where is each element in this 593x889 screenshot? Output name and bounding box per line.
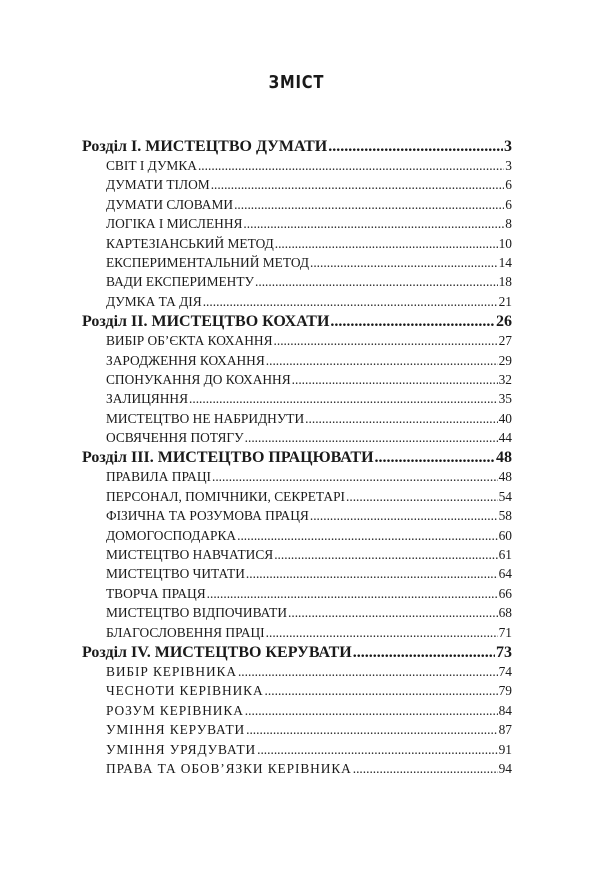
toc-section-entry bbox=[82, 761, 512, 780]
chapter-page-number: 73 bbox=[496, 643, 512, 661]
toc-chapter-entry bbox=[82, 313, 512, 333]
section-page-number: 87 bbox=[498, 722, 512, 738]
section-title: ОСВЯЧЕННЯ ПОТЯГУ bbox=[106, 430, 244, 446]
toc-section-entry bbox=[82, 683, 512, 702]
dot-leader bbox=[207, 586, 498, 602]
section-page-number: 94 bbox=[498, 760, 512, 776]
section-title: МИСТЕЦТВО НАВЧАТИСЯ bbox=[106, 547, 274, 563]
section-title: ЗАРОДЖЕННЯ КОХАННЯ bbox=[106, 352, 265, 368]
toc-chapter-entry bbox=[82, 138, 512, 158]
section-title: ФІЗИЧНА ТА РОЗУМОВА ПРАЦЯ bbox=[106, 508, 309, 524]
toc-section-entry bbox=[82, 528, 512, 547]
dot-leader bbox=[203, 294, 498, 310]
dot-leader bbox=[275, 236, 498, 252]
page-title: ЗМІСТ bbox=[268, 72, 325, 93]
dot-leader bbox=[212, 469, 498, 485]
section-title: СВІТ І ДУМКА bbox=[106, 158, 197, 173]
dot-leader bbox=[288, 605, 498, 621]
dot-leader bbox=[246, 566, 498, 582]
toc-section-entry bbox=[82, 625, 512, 644]
section-page-number: 14 bbox=[498, 254, 512, 270]
section-page-number: 48 bbox=[498, 469, 512, 485]
toc-section-entry bbox=[82, 158, 512, 177]
dot-leader bbox=[245, 703, 498, 719]
chapter-title: Розділ IV. МИСТЕЦТВО КЕРУВАТИ bbox=[82, 643, 352, 661]
toc-section-entry bbox=[82, 391, 512, 410]
section-title: ДУМАТИ ТІЛОМ bbox=[106, 177, 210, 193]
section-page-number: 64 bbox=[498, 566, 512, 582]
dot-leader bbox=[246, 722, 498, 738]
table-of-contents bbox=[82, 138, 512, 780]
section-page-number: 29 bbox=[498, 352, 512, 368]
chapter-page-number: 48 bbox=[496, 449, 512, 467]
section-page-number: 10 bbox=[498, 235, 512, 251]
section-page-number: 71 bbox=[498, 624, 512, 640]
section-page-number: 60 bbox=[498, 527, 512, 543]
dot-leader bbox=[353, 761, 498, 777]
toc-section-entry bbox=[82, 353, 512, 372]
toc-chapter-entry bbox=[82, 449, 512, 469]
section-page-number: 84 bbox=[498, 702, 512, 718]
section-page-number: 6 bbox=[505, 196, 512, 212]
dot-leader bbox=[310, 508, 498, 524]
toc-section-entry bbox=[82, 508, 512, 527]
section-title: ВИБІР КЕРІВНИКА bbox=[106, 663, 237, 679]
chapter-page-number: 3 bbox=[504, 138, 512, 155]
section-page-number: 35 bbox=[498, 391, 512, 407]
section-title: ЛОГІКА І МИСЛЕННЯ bbox=[106, 216, 243, 232]
toc-section-entry bbox=[82, 372, 512, 391]
section-title: УМІННЯ КЕРУВАТИ bbox=[106, 722, 246, 738]
section-title: ДУМАТИ СЛОВАМИ bbox=[106, 196, 234, 212]
dot-leader bbox=[234, 197, 504, 213]
section-page-number: 68 bbox=[498, 605, 512, 621]
dot-leader bbox=[211, 177, 505, 193]
section-page-number: 44 bbox=[498, 430, 512, 446]
dot-leader bbox=[255, 274, 498, 290]
toc-chapter-entry bbox=[82, 644, 512, 664]
dot-leader bbox=[265, 683, 498, 699]
section-title: ПРАВА ТА ОБОВ’ЯЗКИ КЕРІВНИКА bbox=[106, 760, 352, 776]
dot-leader bbox=[243, 216, 504, 232]
dot-leader bbox=[353, 644, 495, 662]
section-title: ПРАВИЛА ПРАЦІ bbox=[106, 469, 211, 485]
chapter-title: Розділ ІІ. МИСТЕЦТВО КОХАТИ bbox=[82, 313, 330, 331]
dot-leader bbox=[189, 391, 498, 407]
dot-leader bbox=[274, 333, 498, 349]
dot-leader bbox=[375, 449, 495, 467]
toc-section-entry bbox=[82, 411, 512, 430]
chapter-page-number: 26 bbox=[496, 313, 512, 331]
dot-leader bbox=[245, 430, 498, 446]
toc-section-entry bbox=[82, 547, 512, 566]
section-title: ЧЕСНОТИ КЕРІВНИКА bbox=[106, 683, 264, 699]
toc-section-entry bbox=[82, 489, 512, 508]
toc-section-entry bbox=[82, 255, 512, 274]
toc-section-entry bbox=[82, 586, 512, 605]
section-title: МИСТЕЦТВО НЕ НАБРИДНУТИ bbox=[106, 410, 305, 426]
section-title: КАРТЕЗІАНСЬКИЙ МЕТОД bbox=[106, 235, 274, 251]
toc-section-entry bbox=[82, 197, 512, 216]
section-title: ДУМКА ТА ДІЯ bbox=[106, 293, 202, 309]
section-title: МИСТЕЦТВО ВІДПОЧИВАТИ bbox=[106, 605, 288, 621]
toc-section-entry bbox=[82, 274, 512, 293]
section-title: ПЕРСОНАЛ, ПОМІЧНИКИ, СЕКРЕТАРІ bbox=[106, 488, 345, 504]
dot-leader bbox=[237, 528, 498, 544]
toc-section-entry bbox=[82, 177, 512, 196]
dot-leader bbox=[330, 313, 495, 331]
section-page-number: 18 bbox=[498, 274, 512, 290]
toc-section-entry bbox=[82, 703, 512, 722]
section-title: УМІННЯ УРЯДУВАТИ bbox=[106, 741, 257, 757]
dot-leader bbox=[310, 255, 498, 271]
section-page-number: 66 bbox=[498, 585, 512, 601]
dot-leader bbox=[266, 625, 498, 641]
dot-leader bbox=[274, 547, 497, 563]
section-title: ВАДИ ЕКСПЕРИМЕНТУ bbox=[106, 274, 255, 290]
dot-leader bbox=[346, 489, 498, 505]
section-title: СПОНУКАННЯ ДО КОХАННЯ bbox=[106, 371, 291, 387]
section-page-number: 3 bbox=[505, 158, 512, 173]
toc-section-entry bbox=[82, 236, 512, 255]
section-page-number: 79 bbox=[498, 683, 512, 699]
dot-leader bbox=[292, 372, 498, 388]
toc-section-entry bbox=[82, 605, 512, 624]
dot-leader bbox=[305, 411, 497, 427]
toc-section-entry bbox=[82, 294, 512, 313]
toc-section-entry bbox=[82, 430, 512, 449]
section-page-number: 27 bbox=[498, 333, 512, 349]
section-title: БЛАГОСЛОВЕННЯ ПРАЦІ bbox=[106, 624, 265, 640]
section-title: ВИБІР ОБ’ЄКТА КОХАННЯ bbox=[106, 333, 273, 349]
section-page-number: 74 bbox=[498, 663, 512, 679]
toc-section-entry bbox=[82, 469, 512, 488]
section-page-number: 40 bbox=[498, 410, 512, 426]
section-title: МИСТЕЦТВО ЧИТАТИ bbox=[106, 566, 245, 582]
dot-leader bbox=[328, 138, 503, 156]
section-title: ЕКСПЕРИМЕНТАЛЬНИЙ МЕТОД bbox=[106, 254, 309, 270]
section-title: ТВОРЧА ПРАЦЯ bbox=[106, 585, 206, 601]
chapter-title: Розділ І. МИСТЕЦТВО ДУМАТИ bbox=[82, 138, 328, 155]
toc-section-entry bbox=[82, 722, 512, 741]
toc-section-entry bbox=[82, 566, 512, 585]
section-page-number: 32 bbox=[498, 371, 512, 387]
dot-leader bbox=[238, 664, 498, 680]
toc-section-entry bbox=[82, 333, 512, 352]
dot-leader bbox=[257, 742, 498, 758]
section-page-number: 21 bbox=[498, 293, 512, 309]
dot-leader bbox=[198, 158, 504, 174]
toc-section-entry bbox=[82, 664, 512, 683]
section-page-number: 61 bbox=[498, 547, 512, 563]
section-title: ЗАЛИЦЯННЯ bbox=[106, 391, 189, 407]
section-page-number: 8 bbox=[505, 216, 512, 232]
dot-leader bbox=[266, 353, 498, 369]
chapter-title: Розділ ІІІ. МИСТЕЦТВО ПРАЦЮВАТИ bbox=[82, 449, 374, 467]
section-page-number: 58 bbox=[498, 508, 512, 524]
section-title: РОЗУМ КЕРІВНИКА bbox=[106, 702, 244, 718]
toc-section-entry bbox=[82, 742, 512, 761]
section-page-number: 91 bbox=[498, 741, 512, 757]
toc-section-entry bbox=[82, 216, 512, 235]
section-page-number: 54 bbox=[498, 488, 512, 504]
section-title: ДОМОГОСПОДАРКА bbox=[106, 527, 237, 543]
section-page-number: 6 bbox=[505, 177, 512, 193]
